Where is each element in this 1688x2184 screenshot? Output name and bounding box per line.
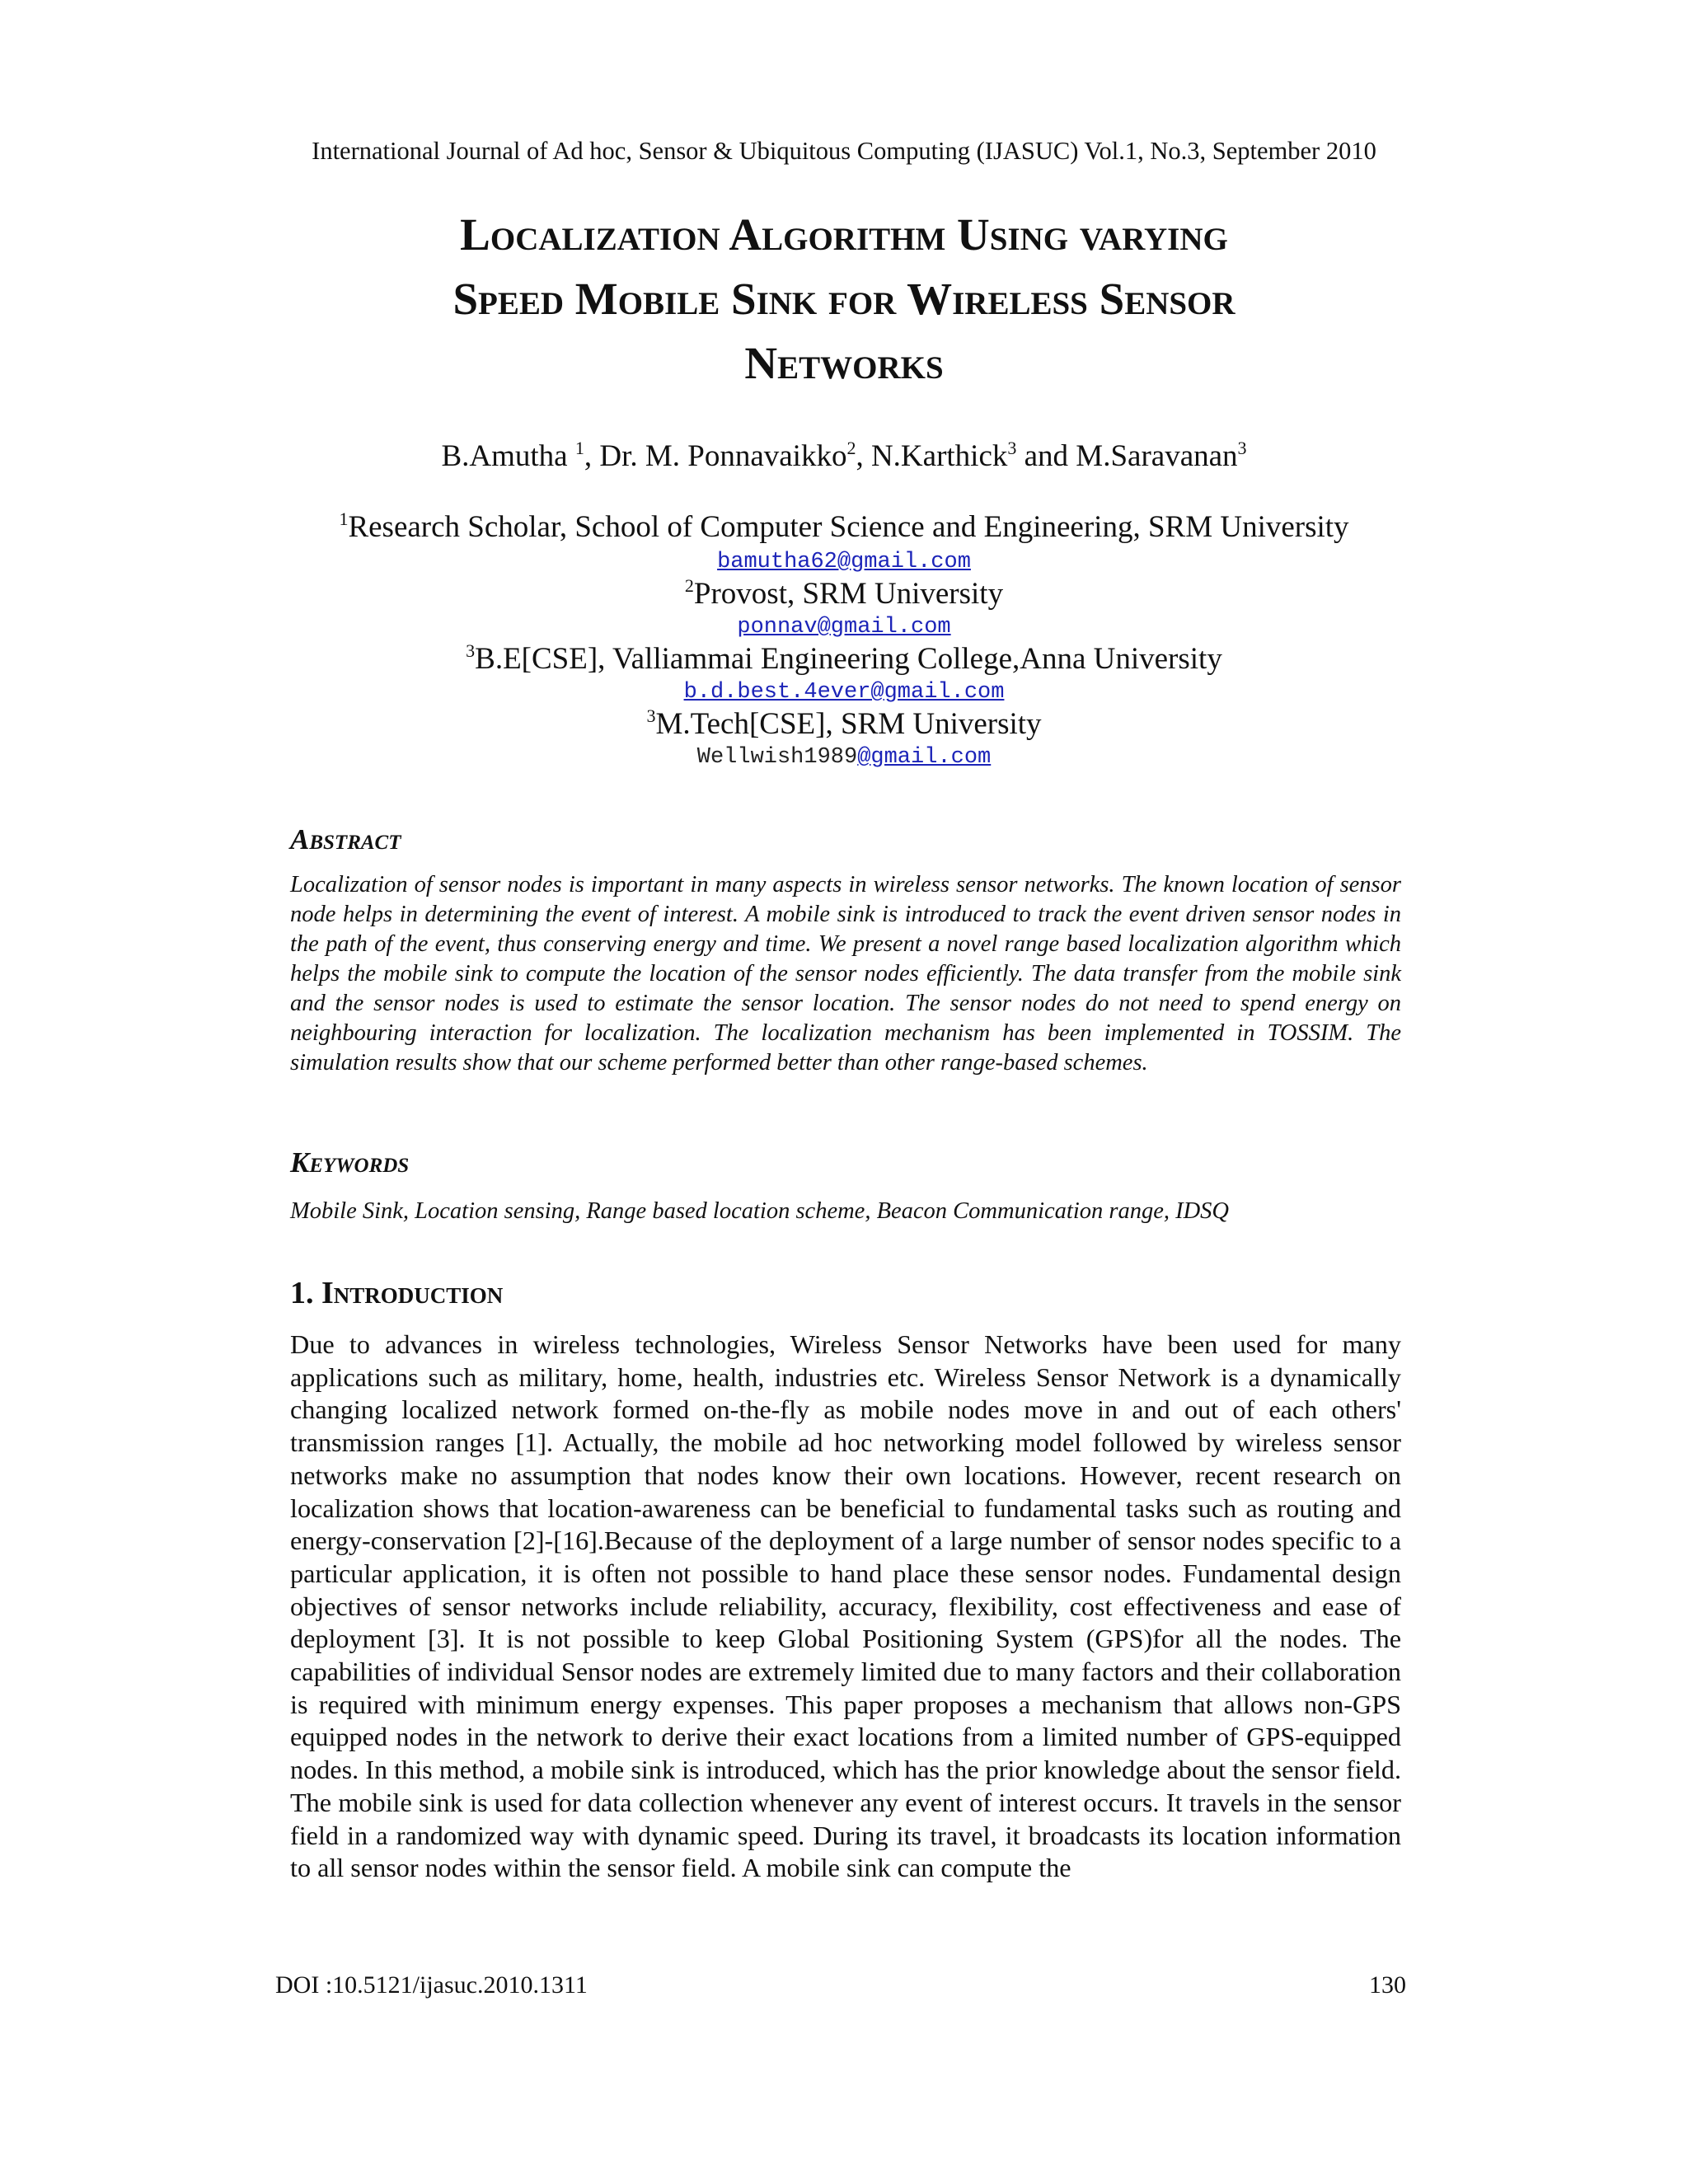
keywords-text: Mobile Sink, Location sensing, Range based location scheme, Beacon Communication range, IDSQ: [290, 1198, 1230, 1224]
author-affiliation-mark: 2: [846, 438, 856, 458]
author-name: and M.Saravanan: [1016, 439, 1238, 473]
author-affiliation-mark: 3: [1237, 438, 1247, 458]
introduction-heading: 1. Introduction: [290, 1276, 504, 1310]
running-header: International Journal of Ad hoc, Sensor & Ubiquitous Computing (IJASUC) Vol.1, No.3, September 2010: [312, 137, 1376, 165]
email-prefix: Wellwish1989: [696, 745, 858, 770]
title-line-2: Speed Mobile Sink for Wireless Sensor: [452, 274, 1236, 324]
email-link[interactable]: @gmail.com: [857, 745, 992, 770]
abstract-heading: Abstract: [290, 823, 401, 855]
keywords-heading: Keywords: [290, 1146, 410, 1179]
email-4: [0, 745, 1688, 770]
doi-footer: DOI :10.5121/ijasuc.2010.1311: [275, 1971, 588, 1999]
author-affiliation-mark: 3: [1007, 438, 1017, 458]
email-1: [0, 550, 1688, 574]
paper-title: [231, 203, 1457, 396]
page-number: 130: [1369, 1971, 1406, 1999]
author-name: , Dr. M. Ponnavaikko: [584, 439, 847, 473]
abstract-text: Localization of sensor nodes is important in many aspects in wireless sensor networks. The known location of sensor node helps in determining the event of interest. A mobile sink is introduced to track the event driven sensor nodes in the path of the event, thus conserving energy and time. We present a novel range based localization algorithm which helps the mobile sink to compute the location of the sensor nodes efficiently. The data transfer from the mobile sink and the sensor nodes is used to estimate the sensor location. The sensor nodes do not need to spend energy on neighbouring interaction for localization. The localization mechanism has been implemented in TOSSIM. The simulation results show that our scheme performed better than other range-based schemes.: [290, 872, 1401, 1076]
affiliation-3: $^3$B.E[CSE], Valliammai Engineering College,Anna University: [466, 640, 1222, 676]
email-link[interactable]: bamutha62@gmail.com: [717, 550, 971, 574]
email-link[interactable]: ponnav@gmail.com: [737, 615, 951, 640]
email-2: [0, 615, 1688, 640]
title-line-3: Networks: [744, 338, 944, 388]
affiliation-2: $^2$Provost, SRM University: [684, 575, 1004, 611]
affiliation-1: $^1$Research Scholar, School of Computer Science and Engineering, SRM University: [339, 509, 1349, 544]
author-name: , N.Karthick: [856, 439, 1008, 473]
title-line-1: Localization Algorithm Using varying: [460, 209, 1228, 260]
email-link[interactable]: b.d.best.4ever@gmail.com: [683, 680, 1005, 705]
author-affiliation-mark: 1: [574, 438, 584, 458]
author-list: [0, 438, 1688, 474]
affiliation-4: $^3$M.Tech[CSE], SRM University: [646, 705, 1042, 741]
author-name: B.Amutha: [441, 439, 575, 473]
introduction-body: Due to advances in wireless technologies, Wireless Sensor Networks have been used for many applications such as military, home, health, industries etc. Wireless Sensor Network is a dynamically changing localized network formed on-the-fly as mobile nodes move in and out of each others' transmission ranges [1]. Actually, the mobile ad hoc networking model followed by wireless sensor networks make no assumption that nodes know their own locations. However, recent research on localization shows that location-awareness can be beneficial to fundamental tasks such as routing and energy-conservation [2]-[16].Because of the deployment of a large number of sensor nodes specific to a particular application, it is often not possible to hand place these sensor nodes. Fundamental design objectives of sensor networks include reliability, accuracy, flexibility, cost effectiveness and ease of deployment [3]. It is not possible to keep Global Positioning System (GPS)for all the nodes. The capabilities of individual Sensor nodes are extremely limited due to many factors and their collaboration is required with minimum energy expenses. This paper proposes a mechanism that allows non-GPS equipped nodes in the network to derive their exact locations from a limited number of GPS-equipped nodes. In this method, a mobile sink is introduced, which has the prior knowledge about the sensor field. The mobile sink is used for data collection whenever any event of interest occurs. It travels in the sensor field in a randomized way with dynamic speed. During its travel, it broadcasts its location information to all sensor nodes within the sensor field. A mobile sink can compute the: [290, 1329, 1401, 1883]
email-3: [0, 680, 1688, 705]
